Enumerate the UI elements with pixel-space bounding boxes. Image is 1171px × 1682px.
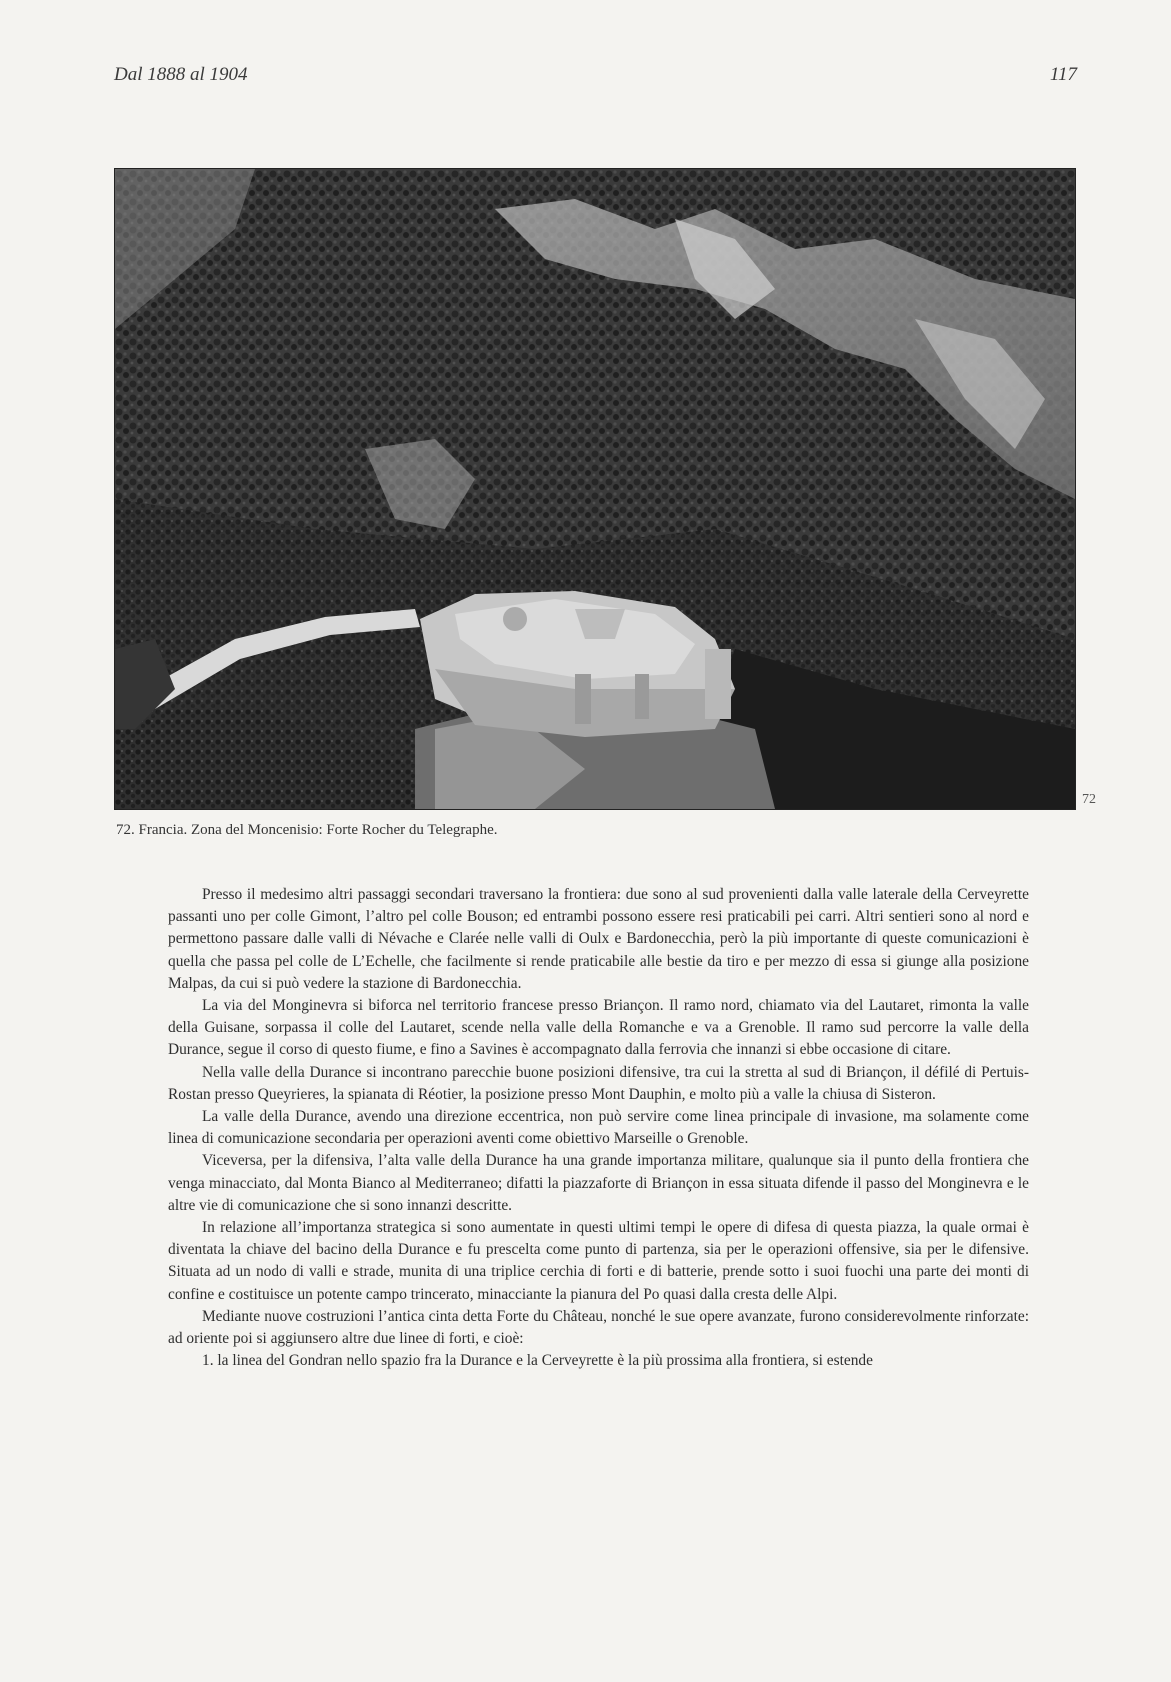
- paragraph: Presso il medesimo altri passaggi secondari traversano la frontiera: due sono al sud provenienti dalla valle laterale della Cerveyrette passanti uno per colle Gimont, l’altro pel colle Bouson; ed entrambi possono essere resi praticabili pei carri. Altri sentieri sono al nord e permettono passare dalle valli di Névache e Clarée nelle valli di Oulx e Bardonecchia, però la più importante di queste comunicazioni è quella che passa pel colle de L’Echelle, che facilmente si rende praticabile alle bestie da tiro e per mezzo di essa si giunge alla posizione Malpas, da cui si può vedere la stazione di Bardonecchia.: [168, 886, 1029, 992]
- running-title: Dal 1888 al 1904: [114, 64, 248, 85]
- paragraph: Nella valle della Durance si incontrano parecchie buone posizioni difensive, tra cui la stretta al sud di Briançon, il défilé di Pertuis-Rostan presso Queyrieres, la spianata di Réotier, la posizione presso Mont Dauphin, e molto più a valle la chiusa di Sisteron.: [168, 1063, 1029, 1103]
- running-head: [114, 64, 1077, 88]
- paragraph: La valle della Durance, avendo una direzione eccentrica, non può servire come linea principale di invasione, ma solamente come linea di comunicazione secondaria per operazioni aventi come obiettivo Marseille o Grenoble.: [168, 1108, 1029, 1148]
- list-item: 1. la linea del Gondran nello spazio fra la Durance e la Cerveyrette è la più prossima alla frontiera, si estende: [202, 1352, 873, 1370]
- paragraph: La via del Monginevra si biforca nel territorio francese presso Briançon. Il ramo nord, chiamato via del Lautaret, rimonta la valle della Guisane, sorpassa il colle del Lautaret, scende nella valle della Romanche e va a Grenoble. Il ramo sud percorre la valle della Durance, segue il corso di questo fiume, e fino a Savines è accompagnato dalla ferrovia che innanzi si ebbe occasione di citare.: [168, 997, 1029, 1059]
- photograph-forte-rocher-du-telegraphe: [114, 168, 1076, 810]
- figure-caption: 72. Francia. Zona del Moncenisio: Forte Rocher du Telegraphe.: [116, 822, 498, 838]
- paragraph: Mediante nuove costruzioni l’antica cinta detta Forte du Château, nonché le sue opere avanzate, furono considerevolmente rinforzate: ad oriente poi si aggiunsero altre due linee di forti, e cioè:: [168, 1307, 1029, 1348]
- page-number: 117: [1049, 64, 1077, 85]
- body-text: [168, 884, 1029, 1372]
- figure-number: 72: [1082, 792, 1096, 807]
- paragraph: Viceversa, per la difensiva, l’alta valle della Durance ha una grande importanza militare, qualunque sia il punto della frontiera che venga minacciato, dal Monta Bianco al Mediterraneo; difatti la piazzaforte di Briançon in essa situata difende il passo del Monginevra e le altre vie di comunicazione che si sono innanzi descritte.: [168, 1152, 1029, 1214]
- paragraph: In relazione all’importanza strategica si sono aumentate in questi ultimi tempi le opere di difesa di questa piazza, la quale ormai è diventata la chiave del bacino della Durance e fu prescelta come punto di partenza, sia per le operazioni offensive, sia per le difensive. Situata ad un nodo di valli e strade, munita di una triplice cerchia di forti e di batterie, prende sotto i suoi fuochi una parte dei monti di confine e costituisce un potente campo trincerato, minacciante la pianura del Po quasi dalla cresta delle Alpi.: [168, 1219, 1029, 1303]
